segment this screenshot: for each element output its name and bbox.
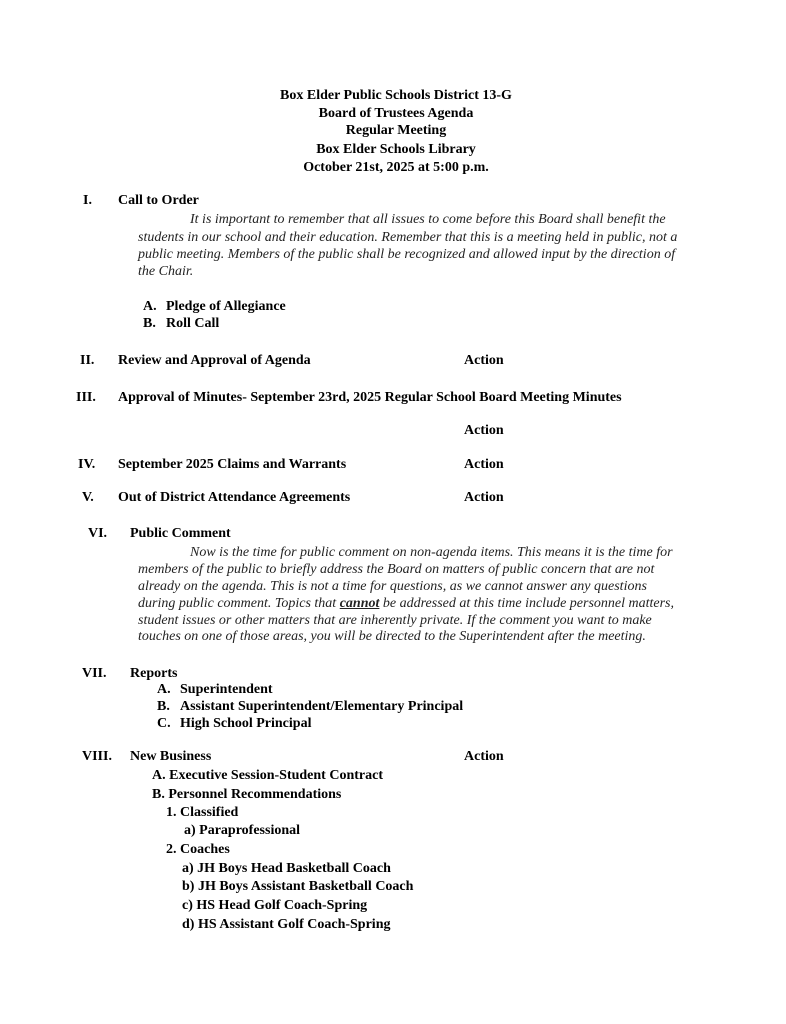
sub-item-letter: A. [143,299,157,314]
item-number: V. [82,490,94,505]
item-number: IV. [78,457,96,472]
action-label: Action [464,490,504,505]
item-title: Review and Approval of Agenda [118,353,311,368]
item-description: student issues or other matters that are inherently private. If the comment you want to make [138,613,652,628]
sub-item-roll-call: Roll Call [166,316,220,331]
item-title: Approval of Minutes- September 23rd, 2025 Regular School Board Meeting Minutes [118,390,622,405]
action-label: Action [464,423,504,438]
sub-item-high-school-principal: High School Principal [180,716,312,731]
sub-item-letter: C. [157,716,171,731]
item-description: touches on one of those areas, you will be directed to the Superintendent after the meeting. [138,629,646,644]
item-title: Call to Order [118,193,199,208]
description-text: be addressed at this time include personnel matters, [379,596,674,611]
action-label: Action [464,749,504,764]
item-title: Public Comment [130,526,231,541]
item-title: Out of District Attendance Agreements [118,490,351,505]
item-title: September 2025 Claims and Warrants [118,457,347,472]
sub-item-coach: d) HS Assistant Golf Coach-Spring [182,917,391,932]
sub-item-personnel: B. Personnel Recommendations [152,787,342,802]
action-label: Action [464,457,504,472]
item-number: VIII. [82,749,112,764]
meeting-type: Regular Meeting [345,123,447,138]
description-text: during public comment. Topics that [138,596,340,611]
item-number: II. [80,353,95,368]
item-description: Now is the time for public comment on non-agenda items. This means it is the time for [190,545,673,560]
item-description: the Chair. [138,264,194,279]
sub-item-coaches: 2. Coaches [166,842,230,857]
item-number: VI. [88,526,108,541]
sub-item-coach: c) HS Head Golf Coach-Spring [182,898,368,913]
sub-item-executive-session: A. Executive Session-Student Contract [152,768,383,783]
item-number: VII. [82,666,107,681]
item-description: public meeting. Members of the public shall be recognized and allowed input by the direction of [138,247,676,262]
sub-item-assistant-superintendent: Assistant Superintendent/Elementary Principal [180,699,464,714]
action-label: Action [464,353,504,368]
meeting-location: Box Elder Schools Library [316,142,476,157]
item-description: students in our school and their education. Remember that this is a meeting held in public, not a [138,230,678,245]
sub-item-letter: B. [143,316,156,331]
sub-item-pledge: Pledge of Allegiance [166,299,286,314]
sub-item-letter: A. [157,682,171,697]
sub-item-coach: a) JH Boys Head Basketball Coach [182,861,391,876]
sub-item-paraprofessional: a) Paraprofessional [184,823,301,838]
sub-item-classified: 1. Classified [166,805,239,820]
item-description: members of the public to briefly address the Board on matters of public concern that are not [138,562,655,577]
item-number: III. [76,390,96,405]
item-number: I. [83,193,92,208]
item-description [138,595,674,613]
district-name: Box Elder Public Schools District 13-G [280,88,512,103]
sub-item-superintendent: Superintendent [180,682,273,697]
item-title: Reports [130,666,178,681]
item-description: already on the agenda. This is not a time for questions, as we cannot answer any questions [138,579,647,594]
sub-item-letter: B. [157,699,170,714]
meeting-datetime: October 21st, 2025 at 5:00 p.m. [303,160,489,175]
sub-item-coach: b) JH Boys Assistant Basketball Coach [182,879,414,894]
document-title: Board of Trustees Agenda [318,106,474,121]
item-description: It is important to remember that all issues to come before this Board shall benefit the [190,212,666,227]
item-title: New Business [130,749,212,764]
emphasis-cannot: cannot [339,596,380,611]
